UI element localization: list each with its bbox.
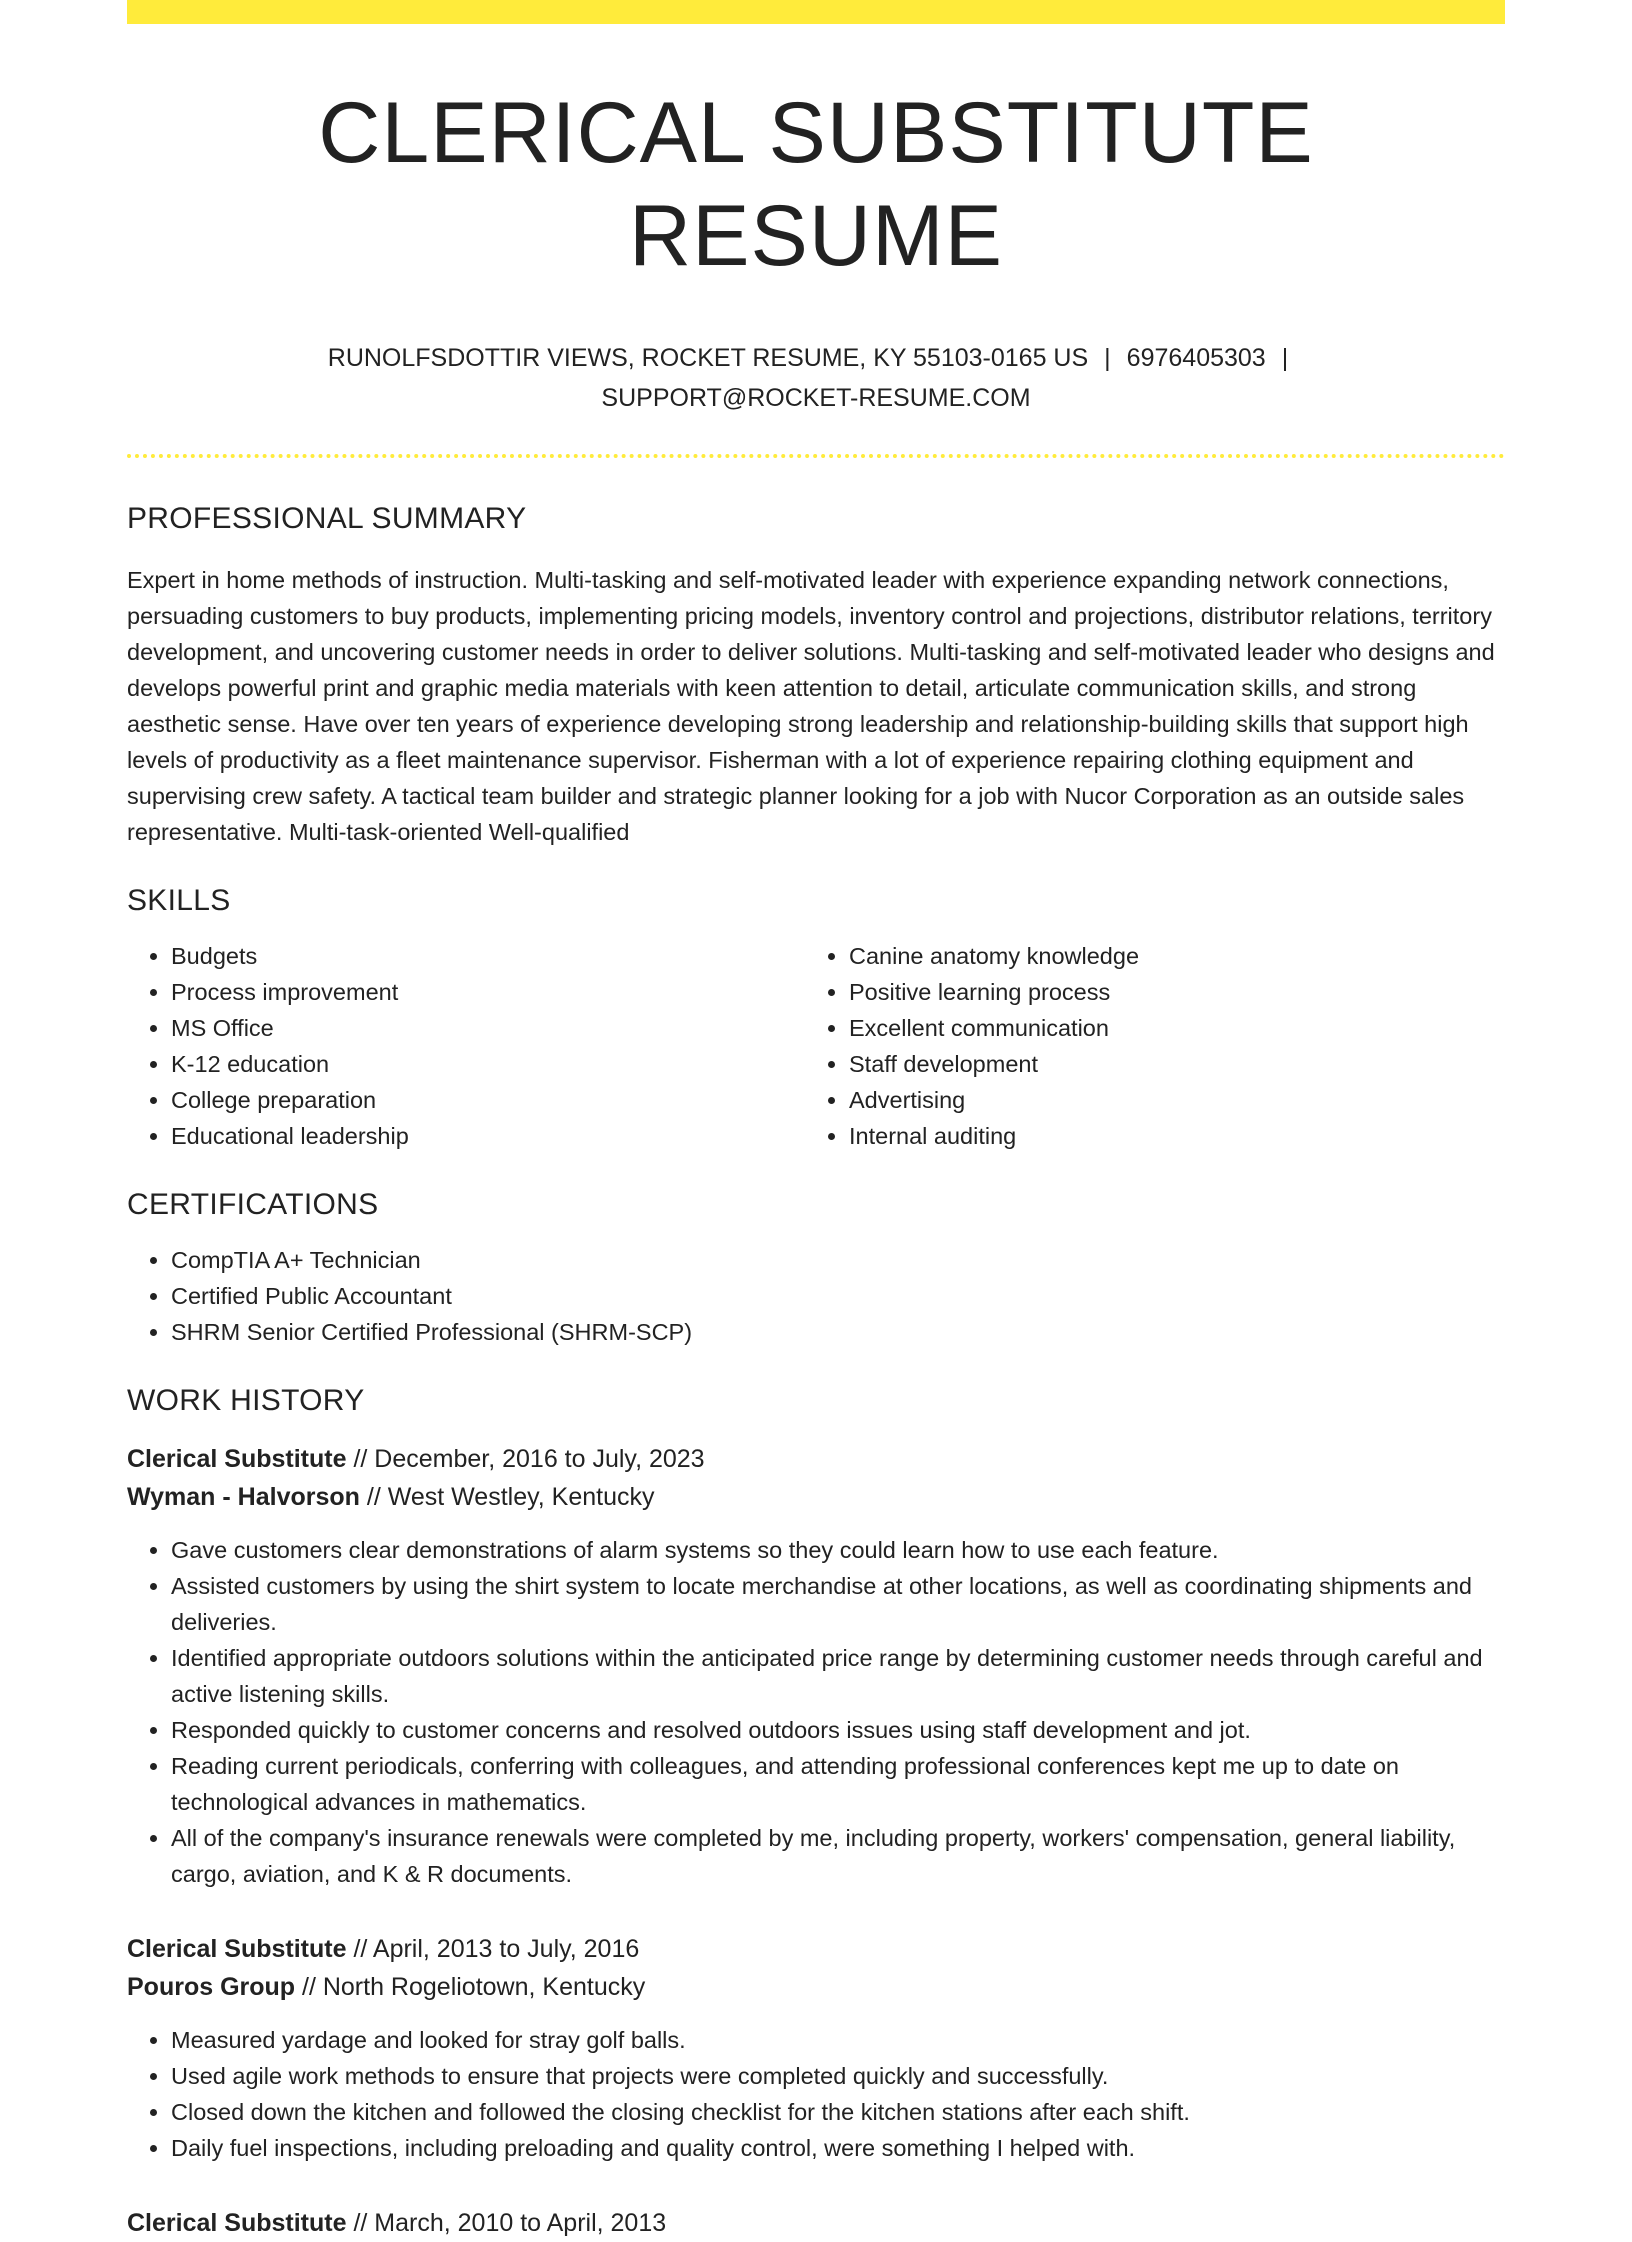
job-role-line: [127, 1440, 1505, 1478]
job-bullet: • Daily fuel inspections, including preloading and quality control, were something I helped with.: [171, 2130, 1505, 2166]
skill-item: • Staff development: [849, 1046, 1483, 1082]
job-bullet: • Identified appropriate outdoors solutions within the anticipated price range by determining customer needs through careful and active listening skills.: [171, 1640, 1505, 1712]
job-bullet: • Assisted customers by using the shirt system to locate merchandise at other locations, as well as coordinating shipments and deliveries.: [171, 1568, 1505, 1640]
skill-item: • Internal auditing: [849, 1118, 1483, 1154]
job-entry: [127, 1930, 1505, 2166]
certifications-list: [127, 1242, 1505, 1350]
header-divider: [127, 454, 1505, 458]
job-bullet: • Used agile work methods to ensure that projects were completed quickly and successfully.: [171, 2058, 1505, 2094]
skill-item: • Advertising: [849, 1082, 1483, 1118]
certifications-section: [127, 1188, 1505, 1350]
skill-item: • Educational leadership: [171, 1118, 805, 1154]
job-bullets: [127, 1532, 1505, 1892]
certification-item: • SHRM Senior Certified Professional (SHRM-SCP): [171, 1314, 1505, 1350]
skill-item: • Canine anatomy knowledge: [849, 938, 1483, 974]
skill-item: • Budgets: [171, 938, 805, 974]
skills-column-left: [127, 938, 805, 1154]
work-history-heading: WORK HISTORY: [127, 1384, 365, 1418]
job-company-line: [127, 1478, 1505, 1516]
skill-item: • Excellent communication: [849, 1010, 1483, 1046]
job-company: Wyman - Halvorson: [127, 1483, 360, 1512]
top-accent-bar: [127, 0, 1505, 24]
job-location: // West Westley, Kentucky: [359, 1483, 655, 1512]
job-location: // North Rogeliotown, Kentucky: [295, 1973, 646, 2002]
contact-separator: |: [1104, 344, 1111, 373]
summary-text: Expert in home methods of instruction. Multi-tasking and self-motivated leader with experience expanding network connections, persuading customers to buy products, implementing pricing models, inventory control and projections, distributor relations, territory development, and uncovering customer needs in order to deliver solutions. Multi-tasking and self-motivated leader who designs and develops powerful print and graphic media materials with keen attention to detail, articulate communication skills, and strong aesthetic sense. Have over ten years of experience developing strong leadership and relationship-building skills that support high levels of productivity as a fleet maintenance supervisor. Fisherman with a lot of experience repairing clothing equipment and supervising crew safety. A tactical team builder and strategic planner looking for a job with Nucor Corporation as an outside sales representative. Multi-task-oriented Well-qualified: [127, 567, 1495, 846]
skill-item: • College preparation: [171, 1082, 805, 1118]
job-entry: [127, 1440, 1505, 1892]
address: RUNOLFSDOTTIR VIEWS, ROCKET RESUME, KY 55103-0165 US: [327, 344, 1089, 373]
job-role-line: [127, 2204, 1505, 2242]
job-role: Clerical Substitute: [127, 1445, 347, 1474]
certifications-heading: CERTIFICATIONS: [127, 1188, 379, 1222]
skills-column-right: [805, 938, 1483, 1154]
job-dates: // March, 2010 to April, 2013: [346, 2209, 667, 2238]
job-entry: [127, 2204, 1505, 2242]
job-bullet: • Closed down the kitchen and followed the closing checklist for the kitchen stations after each shift.: [171, 2094, 1505, 2130]
skills-section: [127, 884, 1505, 1154]
job-company-line: [127, 1968, 1505, 2006]
certification-item: • Certified Public Accountant: [171, 1278, 1505, 1314]
skill-item: • MS Office: [171, 1010, 805, 1046]
certification-item: • CompTIA A+ Technician: [171, 1242, 1505, 1278]
job-dates: // April, 2013 to July, 2016: [346, 1935, 640, 1964]
contact-separator: |: [1281, 344, 1289, 373]
work-history-section: [127, 1384, 1505, 2242]
job-company: Pouros Group: [127, 1973, 296, 2002]
job-bullet: • All of the company's insurance renewals were completed by me, including property, workers' compensation, general liability, cargo, aviation, and K & R documents.: [171, 1820, 1505, 1892]
job-bullet: • Measured yardage and looked for stray golf balls.: [171, 2022, 1505, 2058]
job-bullet: • Reading current periodicals, conferring with colleagues, and attending professional conferences kept me up to date on technological advances in mathematics.: [171, 1748, 1505, 1820]
skills-heading: SKILLS: [127, 884, 231, 918]
job-role-line: [127, 1930, 1505, 1968]
summary-heading: PROFESSIONAL SUMMARY: [127, 502, 527, 536]
skills-grid: [127, 938, 1505, 1154]
email: SUPPORT@ROCKET-RESUME.COM: [601, 384, 1031, 413]
job-role: Clerical Substitute: [127, 1935, 347, 1964]
skill-item: • K-12 education: [171, 1046, 805, 1082]
job-bullets: [127, 2022, 1505, 2166]
job-bullet: • Responded quickly to customer concerns and resolved outdoors issues using staff development and jot.: [171, 1712, 1505, 1748]
contact-info: [127, 338, 1505, 418]
resume-title: CLERICAL SUBSTITUTE RESUME: [318, 85, 1314, 285]
resume-page: [127, 0, 1505, 2242]
job-role: Clerical Substitute: [127, 2209, 347, 2238]
skill-item: • Positive learning process: [849, 974, 1483, 1010]
skill-item: • Process improvement: [171, 974, 805, 1010]
phone: 6976405303: [1126, 344, 1266, 373]
job-dates: // December, 2016 to July, 2023: [346, 1445, 705, 1474]
job-bullet: • Gave customers clear demonstrations of alarm systems so they could learn how to use each feature.: [171, 1532, 1505, 1568]
